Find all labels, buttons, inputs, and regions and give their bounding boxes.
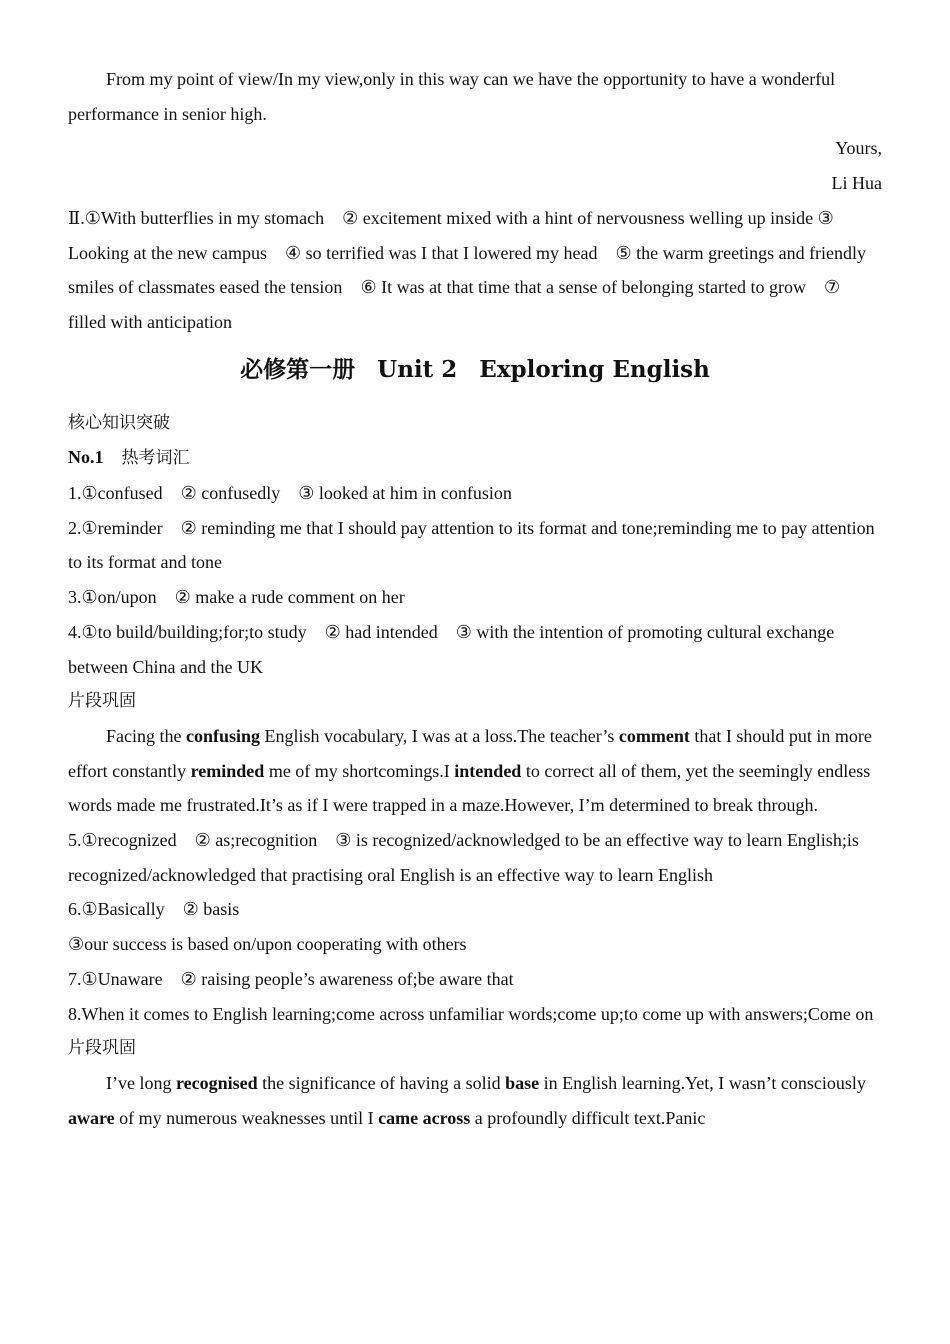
keyword: aware bbox=[68, 1107, 115, 1128]
answer-line: 1.①confused ② confusedly ③ looked at him in confusion bbox=[68, 483, 512, 504]
section-ii-item: ⑤ the warm greetings and friendly smiles of classmates eased the tension bbox=[68, 242, 867, 298]
passage-text: me of my shortcomings.I bbox=[264, 760, 455, 781]
section-ii-label: Ⅱ. bbox=[68, 207, 85, 228]
section-ii-item: ② excitement mixed with a hint of nervousness welling up inside bbox=[342, 207, 814, 228]
passage-text: a profoundly difficult text.Panic bbox=[470, 1107, 706, 1128]
keyword: came across bbox=[378, 1107, 471, 1128]
closing-paragraph: From my point of view/In my view,only in this way can we have the opportunity to have a wonderful performance in senior high. bbox=[68, 69, 836, 124]
passage-text: of my numerous weaknesses until I bbox=[114, 1107, 379, 1128]
passage-text: that I should put in more effort constantly bbox=[68, 725, 872, 781]
keyword: base bbox=[505, 1072, 540, 1093]
unit-title bbox=[68, 350, 882, 390]
answer-line: 6.①Basically ② basis bbox=[68, 899, 240, 920]
unit-number: Unit 2 bbox=[377, 355, 458, 383]
section-ii-item: ③ Looking at the new campus bbox=[68, 207, 834, 263]
answer-line: 8.When it comes to English learning;come across unfamiliar words;come up;to come up with answers;Come on bbox=[68, 1003, 874, 1024]
answer-line: 2.①reminder ② reminding me that I should pay attention to its format and tone;reminding me to pay attention to its format and tone bbox=[68, 517, 875, 573]
unit-name: Exploring English bbox=[479, 355, 710, 383]
unit-book: 必修第一册 bbox=[240, 355, 356, 383]
no1-title: 热考词汇 bbox=[121, 448, 190, 469]
answer-line: 7.①Unaware ② raising people’s awareness of;be aware that bbox=[68, 968, 514, 989]
keyword: confusing bbox=[185, 725, 261, 746]
section-ii-answers bbox=[68, 201, 882, 340]
document-page bbox=[68, 62, 882, 1135]
signature: Li Hua bbox=[831, 173, 882, 194]
answer-line: 3.①on/upon ② make a rude comment on her bbox=[68, 587, 405, 608]
keyword: comment bbox=[618, 725, 690, 746]
passage-text: the significance of having a solid bbox=[257, 1072, 506, 1093]
section-ii-item: ⑥ It was at that time that a sense of belonging started to grow bbox=[360, 277, 806, 298]
fragment-heading: 片段巩固 bbox=[68, 691, 136, 712]
no1-heading bbox=[68, 440, 882, 476]
passage-text: I’ve long bbox=[106, 1072, 176, 1093]
answer-line: 5.①recognized ② as;recognition ③ is recognized/acknowledged to be an effective way to learn English;is recognized/acknowledged that practising oral English is an effective way to learn English bbox=[68, 830, 859, 885]
keyword: intended bbox=[454, 760, 522, 781]
passage-2 bbox=[68, 1066, 882, 1135]
answer-line: 4.①to build/building;for;to study ② had intended ③ with the intention of promoting cultural exchange between China and the UK bbox=[68, 621, 835, 677]
passage-text: in English learning.Yet, I wasn’t consciously bbox=[539, 1072, 866, 1093]
keyword: recognised bbox=[175, 1072, 258, 1093]
section-ii-item: ⑦ filled with anticipation bbox=[68, 277, 841, 332]
fragment-heading-2: 片段巩固 bbox=[68, 1038, 136, 1059]
sign-off: Yours, bbox=[835, 138, 882, 159]
passage-text: English vocabulary, I was at a loss.The teacher’s bbox=[260, 725, 619, 746]
section-ii-item: ④ so terrified was I that I lowered my head bbox=[284, 242, 598, 263]
core-heading: 核心知识突破 bbox=[68, 412, 170, 433]
passage-text: Facing the bbox=[106, 725, 186, 746]
section-ii-item: ①With butterflies in my stomach bbox=[84, 207, 325, 228]
passage-1 bbox=[68, 719, 882, 823]
keyword: reminded bbox=[190, 760, 265, 781]
no1-label: No.1 bbox=[68, 447, 104, 468]
passage-text: to correct all of them, yet the seemingly endless words made me frustrated.It’s as if I were trapped in a maze.However, I’m determined to break through. bbox=[68, 760, 871, 816]
answer-line: ③our success is based on/upon cooperating with others bbox=[68, 934, 467, 955]
